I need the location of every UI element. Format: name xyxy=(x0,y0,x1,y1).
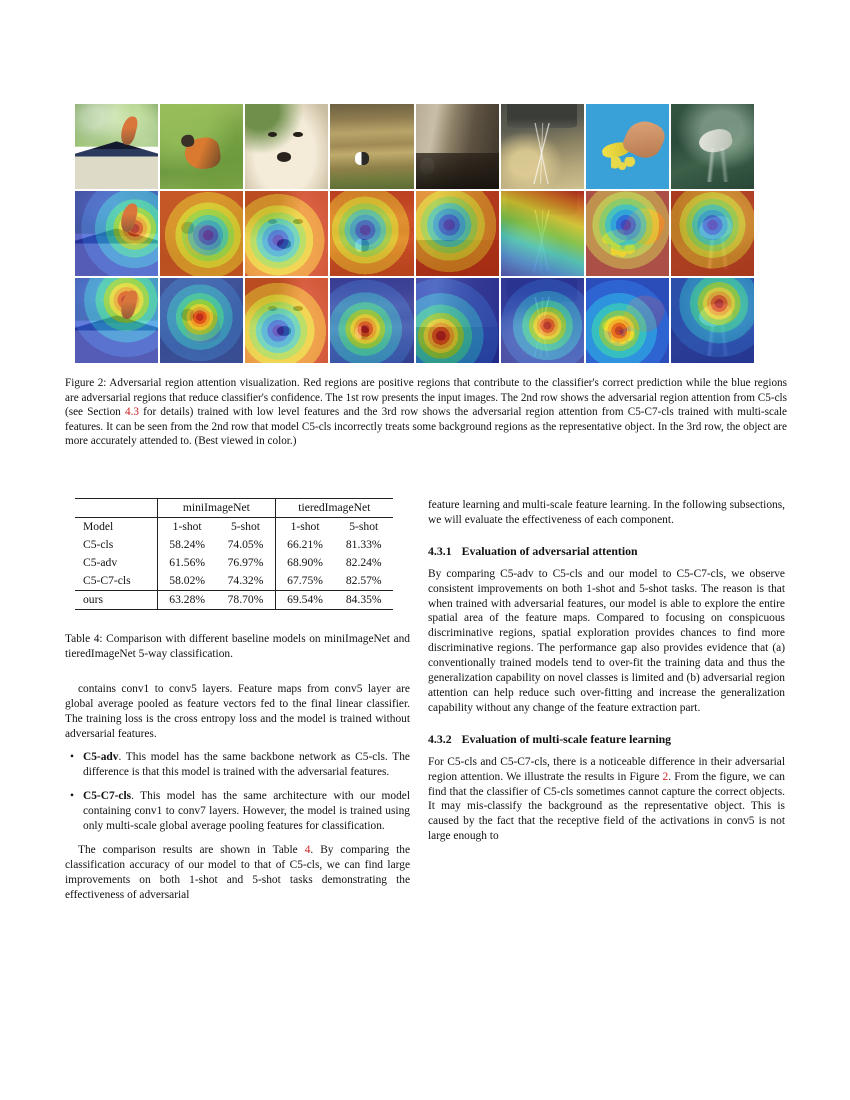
figure-caption-text-a: Figure 2: Adversarial region attention visualization. Red regions are positive regions that contribute to the classifier's correct prediction while the blue regions are adversarial regions that reduce classifier's confidence. The 1st row presents the input images. The 2nd row shows the adversarial region attention from C5-cls (see Section xyxy=(65,377,787,419)
paragraph-continued: contains conv1 to conv5 layers. Feature maps from conv5 layer are global average pooled as feature vectors fed to the final linear classifier. The training loss is the cross entropy loss and the model is trained without adversarial features. xyxy=(65,682,410,740)
cell-mini-5shot: 74.32% xyxy=(227,574,264,587)
cell-mini-5shot: 76.97% xyxy=(227,556,264,569)
rocky-cliff-goats-heatmap-c5c7cls xyxy=(416,278,499,363)
bird-on-roof-photo xyxy=(75,104,158,189)
cell-mini-1shot: 61.56% xyxy=(158,554,217,572)
rocky-cliff-goats-photo xyxy=(416,104,499,189)
paragraph-continued-right: feature learning and multi-scale feature learning. In the following subsections, we will evaluate the effectiveness of each component. xyxy=(428,499,785,526)
figure-image-grid xyxy=(75,104,754,363)
hand-feeding-corn-heatmap-c5c7cls xyxy=(586,278,669,363)
field-with-animal-heatmap-c5c7cls xyxy=(330,278,413,363)
group-header-tieredimagenet: tieredImageNet xyxy=(275,499,393,518)
body-text-a: For C5-cls and C5-C7-cls, there is a noticeable difference in their adversarial region attention. We illustrate the results in Figure xyxy=(428,755,785,783)
section-number-4-3-2: 4.3.2 xyxy=(428,731,452,746)
row-model-c5-adv: C5-adv xyxy=(83,556,118,569)
section-reference-link[interactable]: 4.3 xyxy=(124,406,139,419)
left-column xyxy=(65,498,410,912)
bird-on-grass-heatmap-c5c7cls xyxy=(160,278,243,363)
cell-mini-5shot: 78.70% xyxy=(216,591,275,610)
table-row xyxy=(75,572,393,591)
seal-swimming-photo xyxy=(671,104,754,189)
spider-web-photo xyxy=(501,104,584,189)
row-model-ours: ours xyxy=(75,591,158,610)
row-model-c5-cls: C5-cls xyxy=(83,538,114,551)
cell-tiered-5shot: 82.57% xyxy=(345,574,382,587)
closing-text-b: . By comparing the classification accuracy of our model to that of C5-cls, we can find large improvements on both 1-shot and 5-shot tasks demonstrating the effectiveness of adversarial xyxy=(65,843,411,901)
list-item xyxy=(81,750,410,780)
rocky-cliff-goats-heatmap-c5cls xyxy=(416,191,499,276)
col-header-tiered-5shot: 5-shot xyxy=(349,520,379,533)
list-item xyxy=(81,789,410,834)
bird-on-roof-heatmap-c5c7cls xyxy=(75,278,158,363)
bird-on-grass-heatmap-c5cls xyxy=(160,191,243,276)
group-header-miniimagenet: miniImageNet xyxy=(158,499,276,518)
paragraph-4-3-2-body xyxy=(428,755,785,844)
seal-swimming-heatmap-c5c7cls xyxy=(671,278,754,363)
cell-tiered-5shot: 81.33% xyxy=(345,538,382,551)
col-header-mini-1shot: 1-shot xyxy=(158,518,217,537)
table-column-header-row xyxy=(75,518,393,537)
bullet-text-c5-c7-cls: . This model has the same architecture with our model containing conv1 to conv7 layers. However, the model is trained using only multi-scale global average pooling features for classification. xyxy=(83,790,410,833)
bullet-term-c5-c7-cls: C5-C7-cls xyxy=(83,790,132,803)
white-dog-heatmap-c5cls xyxy=(245,191,328,276)
cell-tiered-1shot: 69.54% xyxy=(275,591,334,610)
figure-reference-link[interactable]: 2 xyxy=(662,770,669,783)
cell-mini-5shot: 74.05% xyxy=(227,538,264,551)
hand-feeding-corn-heatmap-c5cls xyxy=(586,191,669,276)
section-title-4-3-2: Evaluation of multi-scale feature learning xyxy=(461,731,672,746)
paragraph-comparison-results xyxy=(65,843,410,903)
cell-mini-1shot: 63.28% xyxy=(158,591,217,610)
table-row xyxy=(75,591,393,610)
results-table xyxy=(75,498,393,610)
bullet-text-c5-adv: . This model has the same backbone network as C5-cls. The difference is that this model is trained with the adversarial features. xyxy=(83,751,410,779)
figure-2-block xyxy=(75,104,754,363)
right-column xyxy=(428,498,785,853)
bird-on-grass-photo xyxy=(160,104,243,189)
cell-mini-1shot: 58.02% xyxy=(158,572,217,591)
closing-text-a: The comparison results are shown in Table xyxy=(78,843,305,856)
group-header-blank xyxy=(75,499,158,518)
seal-swimming-heatmap-c5cls xyxy=(671,191,754,276)
left-column-body xyxy=(65,682,410,903)
white-dog-heatmap-c5c7cls xyxy=(245,278,328,363)
cell-tiered-1shot: 68.90% xyxy=(275,554,334,572)
field-with-animal-heatmap-c5cls xyxy=(330,191,413,276)
bullet-term-c5-adv: C5-adv xyxy=(83,751,119,764)
figure-2-caption xyxy=(65,376,787,449)
section-title-4-3-1: Evaluation of adversarial attention xyxy=(461,543,638,558)
paragraph-4-3-1-body: By comparing C5-adv to C5-cls and our model to C5-C7-cls, we observe consistent improvements on both 1-shot and 5-shot tasks. The reason is that when trained with adversarial features, our model is able to explore the entire spatial area of the feature maps. Compared to focusing on conspicuous discriminative regions, spatial exploration provides chances to find more discriminative regions. The performance gap also provides evidence that (a) conventionally trained models tend to over-fit the training data and thus the generalization capability on novel classes is limited and (b) adversarial region attention can help reduce such over-fitting and increase the generalization capability without any change of the feature extraction part. xyxy=(428,567,785,714)
baseline-model-bullet-list xyxy=(65,750,410,834)
table-4-caption: Table 4: Comparison with different baseline models on miniImageNet and tieredImageNet 5-way classification. xyxy=(65,633,410,660)
figure-caption-text-b: for details) trained with low level features and the 3rd row shows the adversarial region attention from C5-C7-cls trained with multi-scale features. It can be seen from the 2nd row that model C5-cls incorrectly treats some background regions as the representative object. In the 3rd row, the object are more accurately attended to. (Best viewed in color.) xyxy=(65,406,788,448)
cell-tiered-1shot: 66.21% xyxy=(275,536,334,554)
bird-on-roof-heatmap-c5cls xyxy=(75,191,158,276)
table-row xyxy=(75,554,393,572)
table-group-header-row xyxy=(75,499,393,518)
section-heading-4-3-1 xyxy=(428,544,785,559)
section-number-4-3-1: 4.3.1 xyxy=(428,543,452,558)
cell-tiered-1shot: 67.75% xyxy=(275,572,334,591)
col-header-model: Model xyxy=(83,520,114,533)
cell-tiered-5shot: 84.35% xyxy=(334,591,393,610)
col-header-tiered-1shot: 1-shot xyxy=(275,518,334,537)
spider-web-heatmap-c5c7cls xyxy=(501,278,584,363)
row-model-c5-c7-cls: C5-C7-cls xyxy=(83,574,131,587)
cell-mini-1shot: 58.24% xyxy=(158,536,217,554)
white-dog-photo xyxy=(245,104,328,189)
table-row xyxy=(75,536,393,554)
col-header-mini-5shot: 5-shot xyxy=(231,520,260,533)
section-heading-4-3-2 xyxy=(428,732,785,747)
hand-feeding-corn-photo xyxy=(586,104,669,189)
field-with-animal-photo xyxy=(330,104,413,189)
cell-tiered-5shot: 82.24% xyxy=(345,556,382,569)
table-reference-link[interactable]: 4 xyxy=(304,843,311,856)
spider-web-heatmap-c5cls xyxy=(501,191,584,276)
body-text-b: . From the figure, we can find that the classifier of C5-cls sometimes cannot capture the correct objects. It may mis-classify the background as the representative object. This is caused by the fact that the receptive field of the activations in conv5 is not large enough to xyxy=(428,770,785,843)
